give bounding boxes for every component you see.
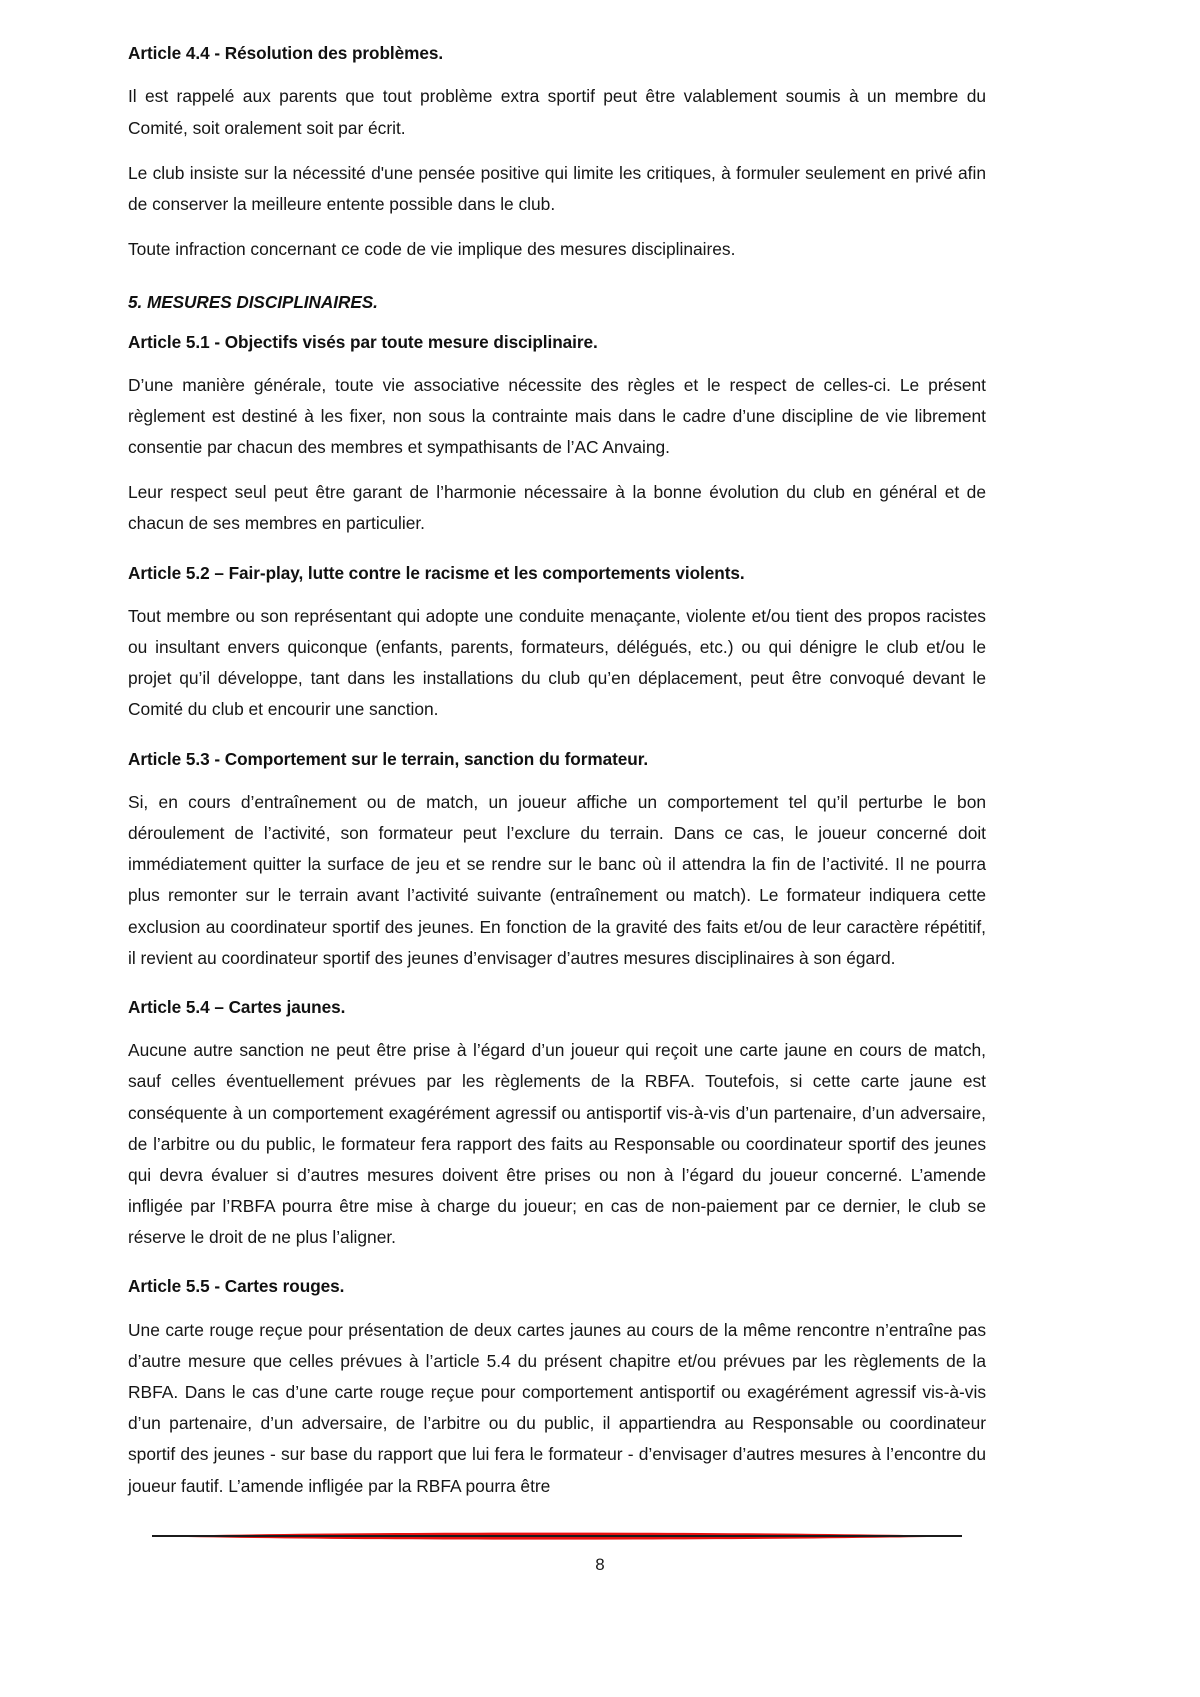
heading-article-5-2: Article 5.2 – Fair-play, lutte contre le racisme et les comportements violents. bbox=[128, 562, 745, 583]
paragraph-5-1-2: Leur respect seul peut être garant de l’harmonie nécessaire à la bonne évolution du club en général et de chacun de ses membres en particulier. bbox=[128, 482, 986, 534]
paragraph-5-5-1: Une carte rouge reçue pour présentation de deux cartes jaunes au cours de la même rencontre n’entraîne pas d’autre mesure que celles prévues à l’article 5.4 du présent chapitre et/ou prévues par les règlements de la RBFA. Dans le cas d’une carte rouge reçue pour comportement antisportif ou exagérément agressif vis-à-vis d’un partenaire, d’un adversaire, de l’arbitre ou du public, il appartiendra au Responsable ou coordinateur sportif des jeunes - sur base du rapport que lui fera le formateur - d’envisager d’autres mesures à l’encontre du joueur fautif. L’amende infligée par la RBFA pourra être bbox=[128, 1319, 986, 1496]
document-body bbox=[128, 42, 986, 1502]
paragraph-4-4-2: Le club insiste sur la nécessité d'une pensée positive qui limite les critiques, à formuler seulement en privé afin de conserver la meilleure entente possible dans le club. bbox=[128, 162, 986, 214]
heading-article-5-3: Article 5.3 - Comportement sur le terrain, sanction du formateur. bbox=[128, 748, 649, 769]
heading-article-4-4: Article 4.4 - Résolution des problèmes. bbox=[128, 43, 444, 63]
heading-article-5-4: Article 5.4 – Cartes jaunes. bbox=[128, 996, 346, 1017]
page-number: 8 bbox=[595, 1555, 605, 1574]
paragraph-5-3-1: Si, en cours d’entraînement ou de match, un joueur affiche un comportement tel qu’il perturbe le bon déroulement de l’activité, son formateur peut l’exclure du terrain. Dans ce cas, le joueur concerné doit immédiatement quitter la surface de jeu et se rendre sur le banc où il attendra la fin de l’activité. Il ne pourra plus remonter sur le terrain avant l’activité suivante (entraînement ou match). Le formateur indiquera cette exclusion au coordinateur sportif des jeunes. En fonction de la gravité des faits et/ou de leur caractère répétitif, il revient au coordinateur sportif des jeunes d’envisager d’autres mesures disciplinaires à son égard. bbox=[128, 791, 986, 968]
paragraph-4-4-1: Il est rappelé aux parents que tout problème extra sportif peut être valablement soumis à un membre du Comité, soit oralement soit par écrit. bbox=[128, 86, 986, 138]
footer-hairline bbox=[152, 1535, 962, 1537]
paragraph-5-1-1: D’une manière générale, toute vie associative nécessite des règles et le respect de celles-ci. Le présent règlement est destiné à les fixer, non sous la contrainte mais dans le cadre d’une discipline de vie librement consentie par chacun des membres et sympathisants de l’AC Anvaing. bbox=[128, 374, 986, 458]
paragraph-5-4-1: Aucune autre sanction ne peut être prise à l’égard d’un joueur qui reçoit une carte jaune en cours de match, sauf celles éventuellement prévues par les règlements de la RBFA. Toutefois, si cette carte jaune est conséquente à un comportement exagérément agressif ou antisportif vis-à-vis d’un partenaire, d’un adversaire, de l’arbitre ou du public, le formateur fera rapport des faits au Responsable ou coordinateur sportif des jeunes qui devra évaluer si d’autres mesures doivent être prises ou non à l’égard du joueur concerné. L’amende infligée par l’RBFA pourra être mise à charge du joueur; en cas de non-paiement par ce dernier, le club se réserve le droit de ne plus l’aligner. bbox=[128, 1040, 986, 1248]
paragraph-4-4-3: Toute infraction concernant ce code de vie implique des mesures disciplinaires. bbox=[128, 238, 736, 259]
page-footer bbox=[0, 1487, 1200, 1697]
heading-section-5: 5. MESURES DISCIPLINAIRES. bbox=[128, 292, 378, 313]
heading-article-5-5: Article 5.5 - Cartes rouges. bbox=[128, 1276, 345, 1297]
footer-divider bbox=[152, 1523, 962, 1549]
heading-article-5-1: Article 5.1 - Objectifs visés par toute mesure disciplinaire. bbox=[128, 331, 598, 352]
paragraph-5-2-1: Tout membre ou son représentant qui adopte une conduite menaçante, violente et/ou tient des propos racistes ou insultant envers quiconque (enfants, parents, formateurs, délégués, etc.) ou qui dénigre le club et/ou le projet qu’il développe, tant dans les installations du club qu’en déplacement, peut être convoqué devant le Comité du club et encourir une sanction. bbox=[128, 606, 986, 720]
